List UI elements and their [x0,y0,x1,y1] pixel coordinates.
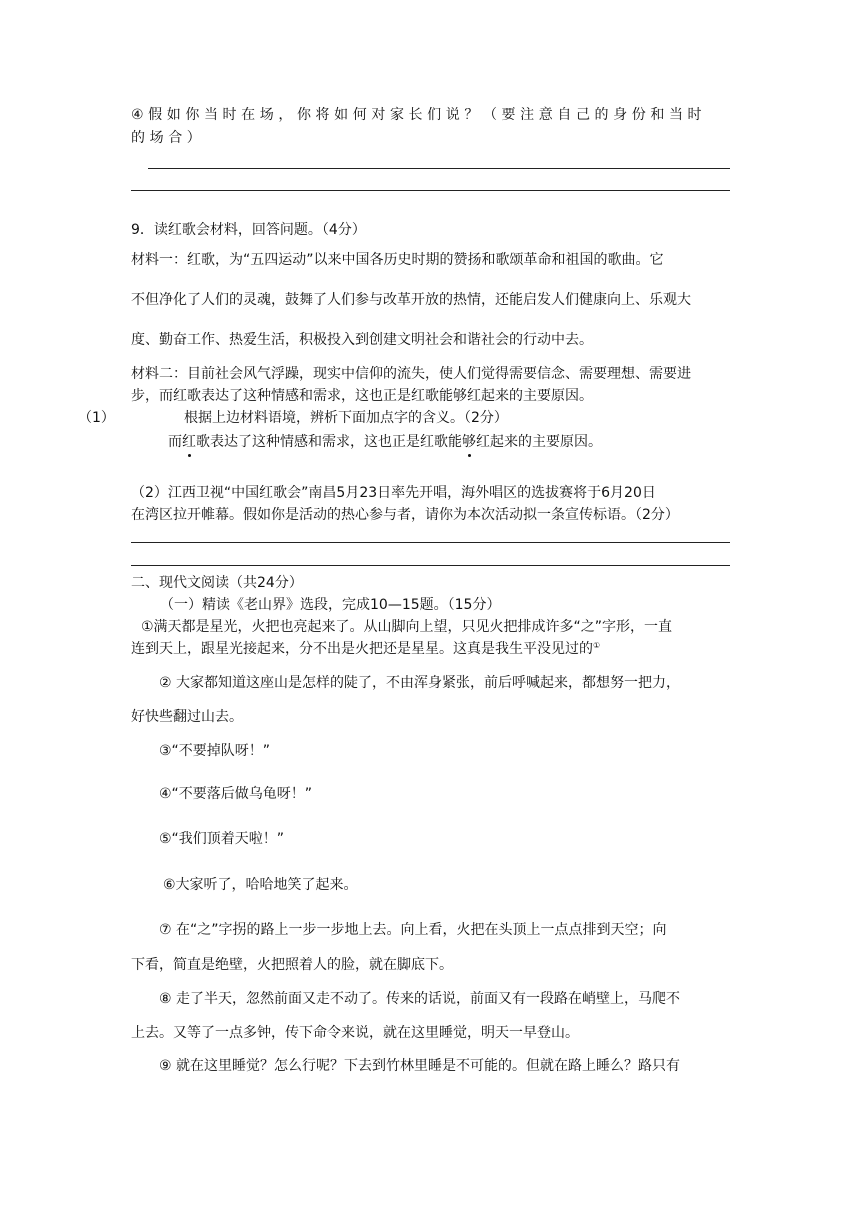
q9-sub1-number: （1） [78,410,115,426]
sentence-part: 红起来的主要原因。 [476,434,602,450]
dotted-char: 够 [462,434,476,450]
answer-line [148,168,730,169]
q9-sub1-question: 根据上边材料语境，辨析下面加点字的含义。（2分） [184,410,508,426]
part1-heading: （一）精读《老山界》选段，完成10—15题。（15分） [160,597,501,613]
paragraph-8-line: 上去。又等了一点多钟，传下命令来说，就在这里睡觉，明天一早登山。 [131,1025,579,1041]
q9-sub1-sentence [168,432,602,452]
paragraph-text: 连到天上，跟星光接起来，分不出是火把还是星星。这真是我生平没见过的 [131,641,593,657]
answer-line [131,565,730,566]
paragraph-6: ⑥大家听了，哈哈地笑了起来。 [163,877,358,893]
q9-material2-line: 材料二：目前社会风气浮躁，现实中信仰的流失，使人们觉得需要信念、需要理想、需要进 [131,366,691,382]
footnote-marker: ① [593,641,601,650]
q8-item4-line1: ④假如你当时在场，你将如何对家长们说？（要注意自己的身份和当时 [131,107,707,123]
q8-item4-line2: 的场合） [131,130,206,146]
paragraph-1-line [131,639,600,659]
paragraph-4: ④“不要落后做乌龟呀！” [159,786,313,802]
paragraph-1-line: ①满天都是星光，火把也亮起来了。从山脚向上望，只见火把排成许多“之”字形，一直 [141,619,673,635]
paragraph-7-line: 下看，简直是绝壁，火把照着人的脸，就在脚底下。 [131,957,453,973]
paragraph-2-line: 好快些翻过山去。 [131,709,243,725]
section2-heading: 二、现代文阅读（共24分） [131,575,303,591]
sentence-part: 歌表达了这种情感和需求，这也正是红歌能 [196,434,462,450]
paragraph-5: ⑤“我们顶着天啦！” [159,831,285,847]
paragraph-2-line: ② 大家都知道这座山是怎样的陡了，不由浑身紧张，前后呼喊起来，都想努一把力， [159,675,680,691]
sentence-part: 而 [168,434,182,450]
q9-material1-line: 度、勤奋工作、热爱生活，积极投入到创建文明社会和谐社会的行动中去。 [131,332,593,348]
q9-sub2-line: 在湾区拉开帷幕。假如你是活动的热心参与者，请你为本次活动拟一条宣传标语。（2分） [131,507,679,523]
q9-material1-line: 不但净化了人们的灵魂，鼓舞了人们参与改革开放的热情，还能启发人们健康向上、乐观大 [131,292,691,308]
q9-sub2-line: （2）江西卫视“中国红歌会”南昌5月23日率先开唱，海外唱区的选拔赛将于6月20日 [131,485,656,501]
q9-material1-line: 材料一：红歌，为“五四运动”以来中国各历史时期的赞扬和歌颂革命和祖国的歌曲。它 [131,252,664,268]
paragraph-9-line: ⑨ 就在这里睡觉？怎么行呢？下去到竹林里睡是不可能的。但就在路上睡么？路只有 [159,1058,680,1074]
q9-material2-line: 步，而红歌表达了这种情感和需求，这也正是红歌能够红起来的主要原因。 [131,388,593,404]
q9-heading: 9．读红歌会材料，回答问题。（4分） [131,222,366,238]
answer-line [131,542,730,543]
paragraph-7-line: ⑦ 在“之”字拐的路上一步一步地上去。向上看，火把在头顶上一点点排到天空；向 [159,922,667,938]
paragraph-3: ③“不要掉队呀！” [159,743,271,759]
dotted-char: 红 [182,434,196,450]
answer-line [131,190,730,191]
paragraph-8-line: ⑧ 走了半天，忽然前面又走不动了。传来的话说，前面又有一段路在峭壁上，马爬不 [159,991,680,1007]
